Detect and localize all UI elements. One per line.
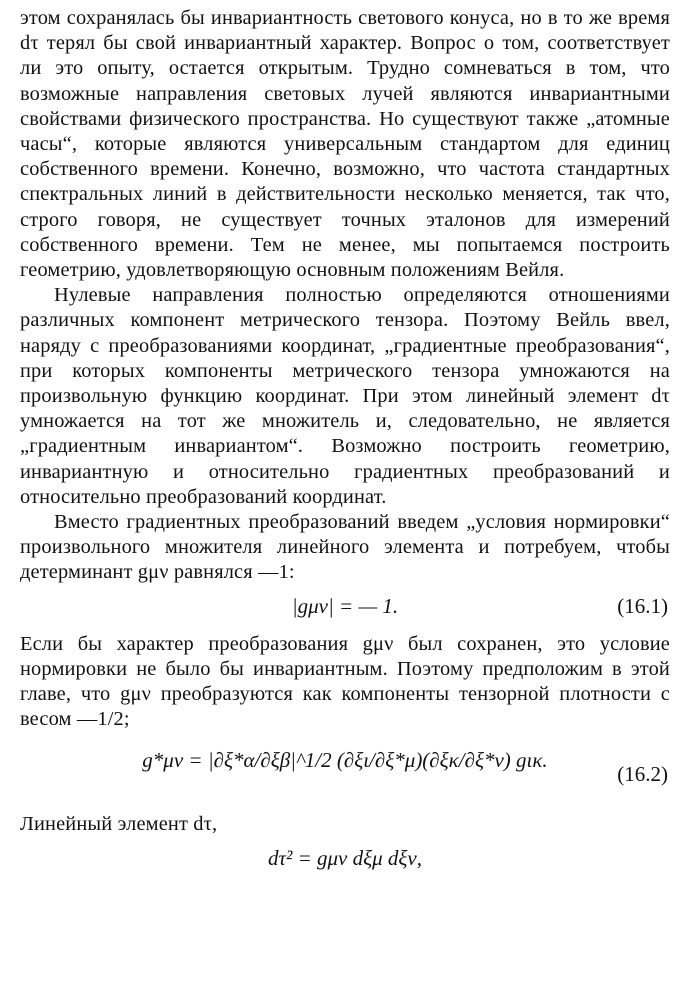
paragraph-3: Вместо градиентных преобразований введем „условия нормировки“ произвольного множителя линейного элемента и потребуем, чтобы детерминант gμν равнялся —1: (20, 511, 670, 584)
equation-16-1 (20, 586, 670, 626)
equation-16-2-body: g*μν = |∂ξ*α/∂ξβ|^1/2 (∂ξι/∂ξ*μ)(∂ξκ/∂ξ*ν) gικ. (142, 748, 548, 773)
paragraph-4: Если бы характер преобразования gμν был сохранен, это условие нормировки не было бы инвариантным. Поэтому предположим в этой главе, что gμν преобразуются как компоненты тензорной плотности с весом —1/2; (20, 632, 670, 731)
equation-line-element (20, 838, 670, 882)
equation-16-1-body: |gμν| = — 1. (291, 593, 399, 618)
equation-line-element-body: dτ² = gμν dξμ dξν, (268, 845, 422, 870)
paragraph-2: Нулевые направления полностью определяются отношениями различных компонент метрического тензора. Поэтому Вейль ввел, наряду с преобразованиями координат, „градиентные преобразования“, при которых компоненты метрического тензора умножаются на произвольную функцию координат. При этом линейный элемент dτ умножается на тот же множитель и, следовательно, не является „градиентным инвариантом“. Возможно построить геометрию, инвариантную и относительно градиентных преобразований и относительно преобразований координат. (20, 284, 670, 508)
equation-16-2-number: (16.2) (617, 762, 668, 787)
paragraph-1: этом сохранялась бы инвариантность светового конуса, но в то же время dτ терял бы свой инвариантный характер. Вопрос о том, соответствует ли это опыту, остается открытым. Трудно сомневаться в том, что возможные направления световых лучей являются инвариантными свойствами физического пространства. Но существуют также „атомные часы“, которые являются универсальным стандартом для единиц собственного времени. Конечно, возможно, что частота стандартных спектральных линий в действительности несколько меняется, так что, строго говоря, не существует точных эталонов для измерений собственного времени. Тем не менее, мы попытаемся построить геометрию, удовлетворяющую основным положениям Вейля. (20, 7, 670, 282)
equation-16-2 (20, 732, 670, 812)
paragraph-5: Линейный элемент dτ, (20, 813, 218, 836)
equation-16-1-number: (16.1) (617, 593, 668, 618)
